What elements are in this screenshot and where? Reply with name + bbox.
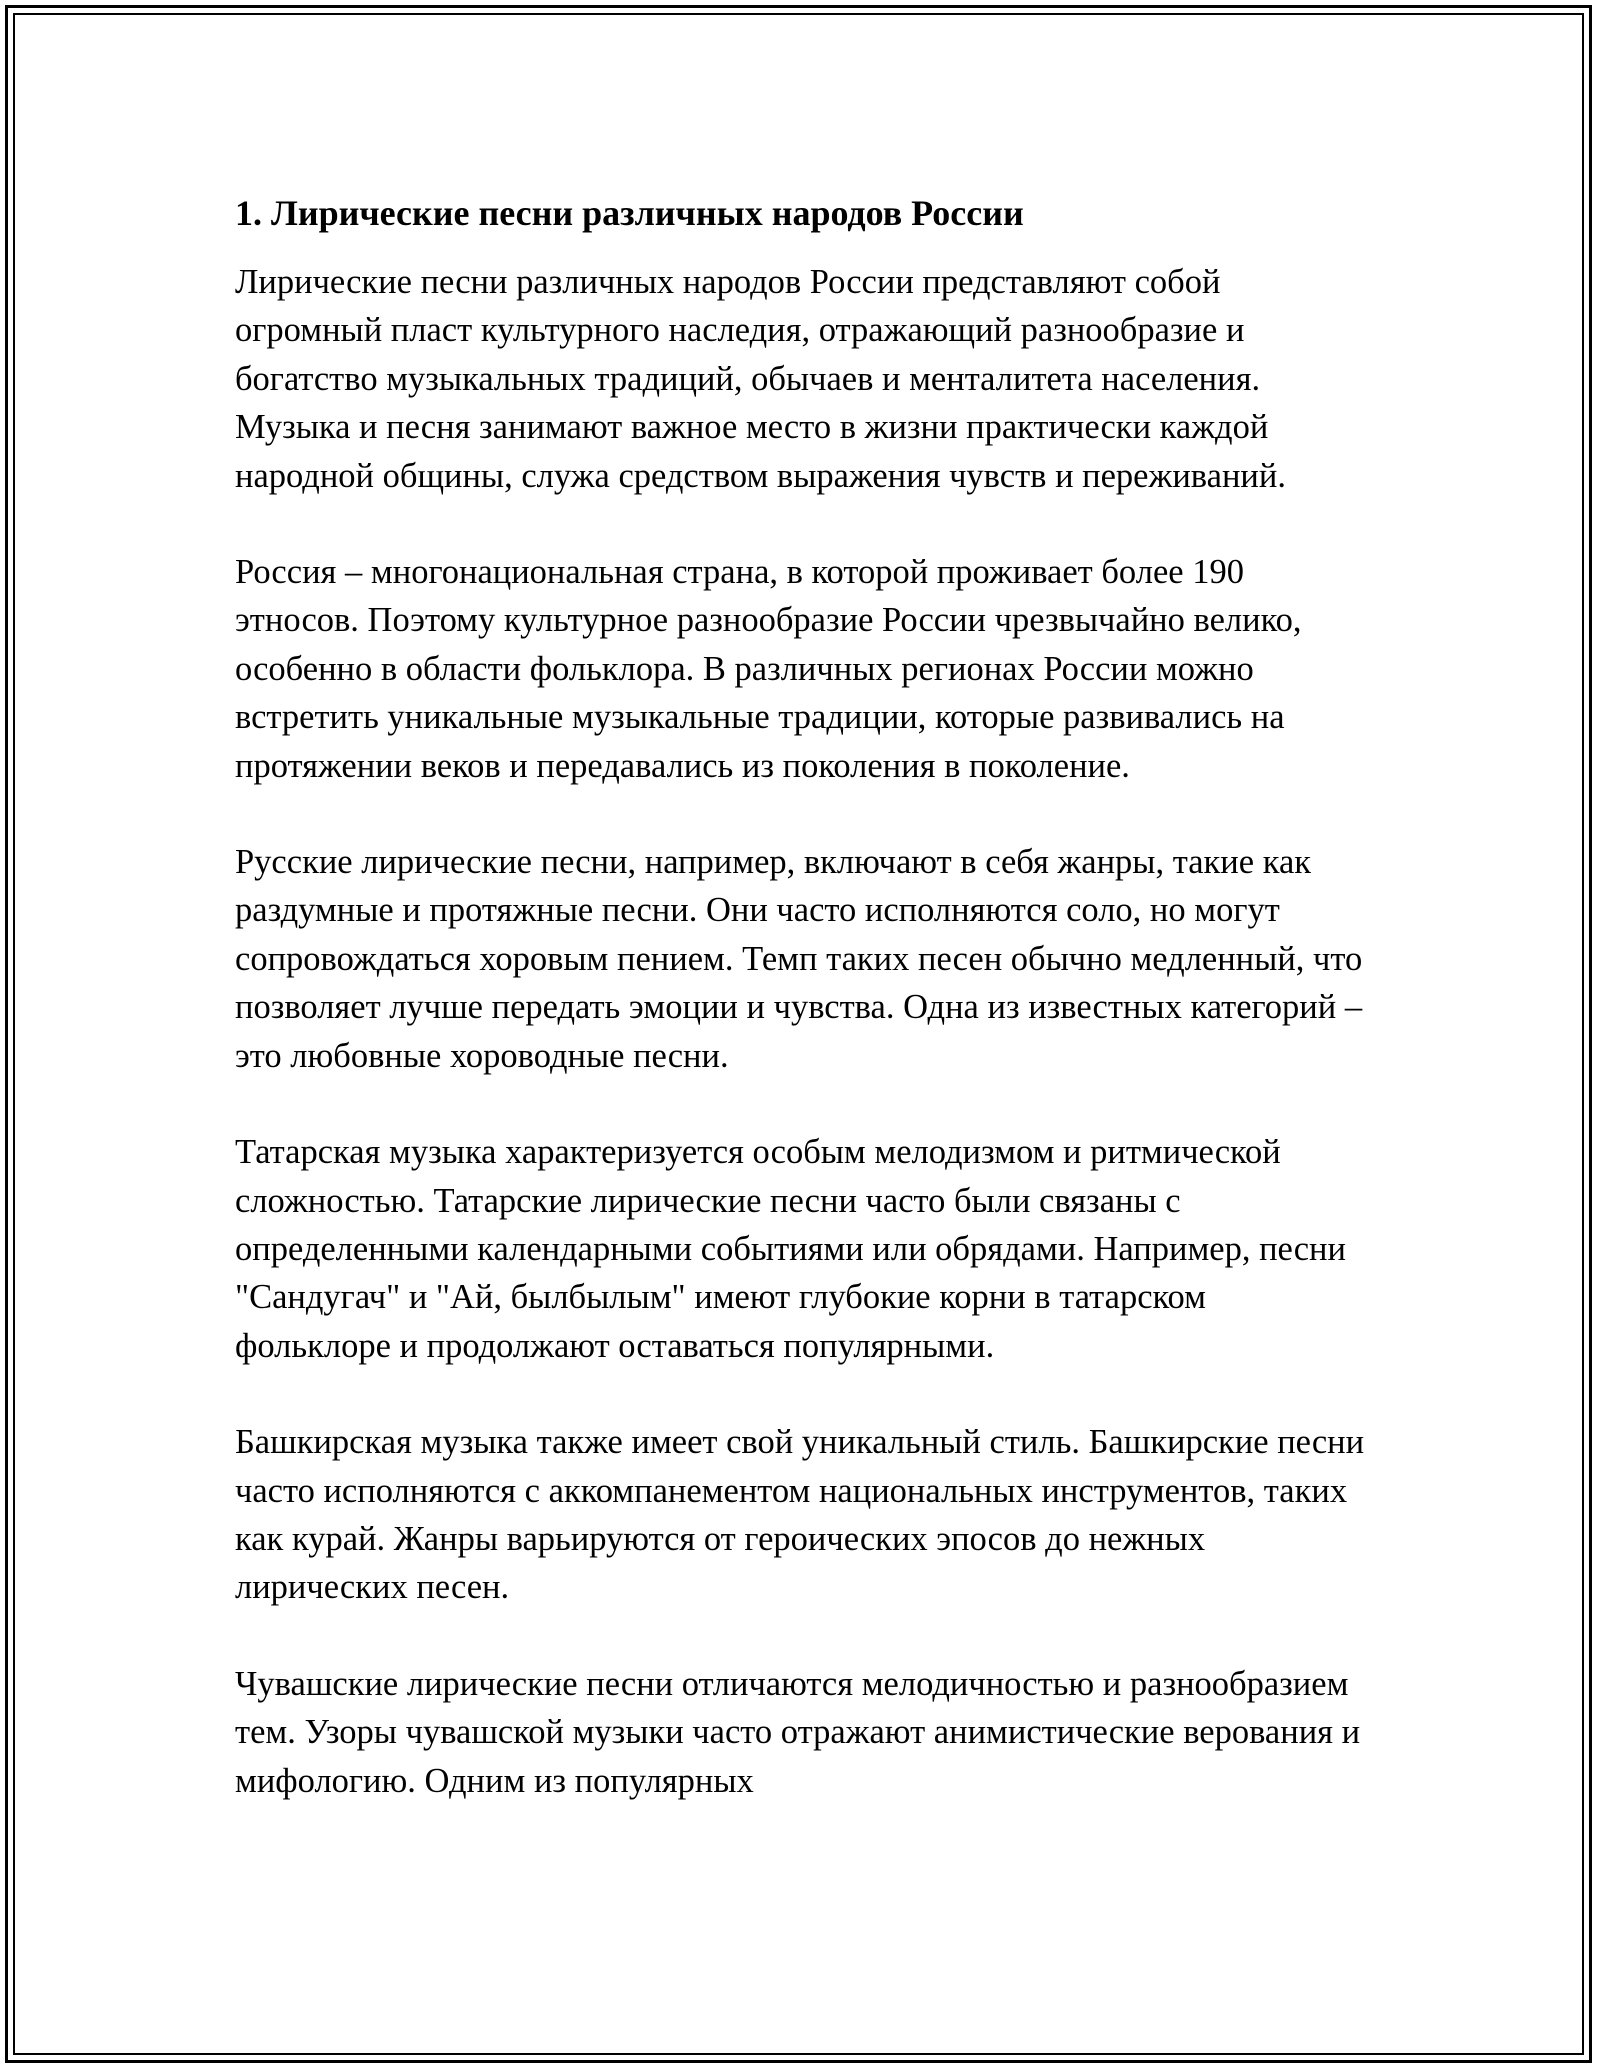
document-body: [235, 186, 1365, 1853]
paragraph-bashkir-music: Башкирская музыка также имеет свой уникальный стиль. Башкирские песни часто исполняются с аккомпанементом национальных инструментов, таких как курай. Жанры варьируются от героических эпосов до нежных лирических песен.: [235, 1423, 1365, 1607]
paragraph-tatar-music: Татарская музыка характеризуется особым мелодизмом и ритмической сложностью. Татарские лирические песни часто были связаны с определенными календарными событиями или обрядами. Например, песни "Сандугач" и "Ай, былбылым" имеют глубокие корни в татарском фольклоре и продолжают оставаться популярными.: [235, 1133, 1346, 1365]
paragraph-chuvash-songs: Чувашские лирические песни отличаются мелодичностью и разнообразием тем. Узоры чувашской музыки часто отражают анимистические верования и мифологию. Одним из популярных: [235, 1664, 1361, 1800]
section-heading: 1. Лирические песни различных народов России: [235, 193, 1024, 233]
paragraph-intro: Лирические песни различных народов России представляют собой огромный пласт культурного наследия, отражающий разнообразие и богатство музыкальных традиций, обычаев и менталитета населения. Музыка и песня занимают важное место в жизни практически каждой народной общины, служа средством выражения чувств и переживаний.: [235, 263, 1286, 495]
paragraph-russian-songs: Русские лирические песни, например, включают в себя жанры, такие как раздумные и протяжные песни. Они часто исполняются соло, но могут сопровождаться хоровым пением. Темп таких песен обычно медленный, что позволяет лучше передать эмоции и чувства. Одна из известных категорий – это любовные хороводные песни.: [235, 843, 1363, 1075]
paragraph-multinational: Россия – многонациональная страна, в которой проживает более 190 этносов. Поэтому культурное разнообразие России чрезвычайно велико, особенно в области фольклора. В различных регионах России можно встретить уникальные музыкальные традиции, которые развивались на протяжении веков и передавались из поколения в поколение.: [235, 553, 1302, 785]
